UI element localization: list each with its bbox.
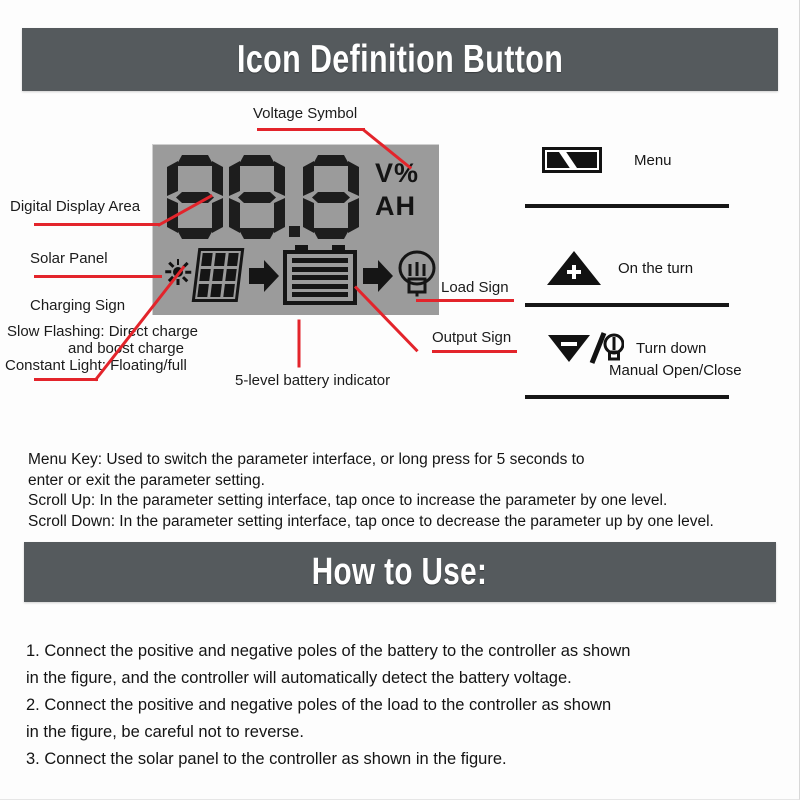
leader-battery: [298, 320, 301, 368]
divider-2: [525, 303, 729, 307]
digit-1: [167, 155, 223, 239]
button-label-menu: Menu: [634, 151, 672, 169]
callout-constant-light: Constant Light: Floating/full: [5, 357, 187, 374]
callout-load-sign: Load Sign: [441, 279, 509, 296]
key-desc-line-2: enter or exit the parameter setting.: [28, 471, 265, 489]
triangle-up-plus-icon[interactable]: [546, 250, 602, 286]
lcd-display-panel: [152, 144, 439, 315]
battery-5-level-icon: [283, 245, 357, 305]
key-desc-line-1: Menu Key: Used to switch the parameter interface, or long press for 5 seconds to: [28, 451, 585, 468]
arrow-right-output-icon: [363, 259, 393, 293]
lcd-icon-row: [161, 241, 437, 309]
callout-slow-flashing-1: Slow Flashing: Direct charge: [7, 323, 198, 340]
leader-display-1: [34, 223, 160, 226]
key-description-block: [28, 450, 773, 532]
callout-digital-display-area: Digital Display Area: [10, 198, 141, 215]
how-to-use-title: How to Use:: [312, 550, 488, 593]
button-row-turn-down[interactable]: [546, 331, 706, 365]
callout-output-sign: Output Sign: [432, 329, 512, 346]
callout-solar-panel: Solar Panel: [30, 250, 108, 267]
callout-slow-flashing-2: and boost charge: [68, 340, 184, 357]
solar-panel-icon: [192, 248, 245, 302]
key-desc-line-4: Scroll Down: In the parameter setting interface, tap once to decrease the parameter up by one level.: [28, 512, 714, 530]
digit-3: [303, 155, 359, 239]
unit-amp-hour: AH: [375, 191, 416, 221]
callout-battery-indicator: 5-level battery indicator: [235, 372, 391, 389]
how-to-use-banner: [24, 542, 776, 602]
leader-charging-1: [34, 378, 98, 381]
button-row-menu[interactable]: [542, 147, 672, 173]
callout-voltage-symbol: Voltage Symbol: [253, 105, 358, 122]
leader-output-1: [432, 350, 517, 353]
how-line-2: in the figure, and the controller will automatically detect the battery voltage.: [26, 669, 572, 687]
leader-voltage-1: [257, 128, 365, 131]
leader-load-1: [416, 299, 514, 302]
how-line-5: 3. Connect the solar panel to the controller as shown in the figure.: [26, 750, 507, 768]
key-desc-line-3: Scroll Up: In the parameter setting interface, tap once to increase the parameter by one level.: [28, 492, 668, 509]
decimal-point: [289, 226, 300, 237]
how-to-use-block: [26, 638, 766, 773]
unit-volt-percent: V%: [375, 158, 420, 188]
arrow-right-charge-icon: [249, 259, 279, 293]
callout-charging-sign: Charging Sign: [30, 297, 126, 314]
light-bulb-icon: [397, 249, 437, 301]
seven-segment-digits: [167, 155, 365, 239]
page-title: Icon Definition Button: [236, 37, 564, 81]
button-row-on-the-turn[interactable]: [546, 250, 693, 286]
menu-battery-icon[interactable]: [542, 147, 602, 173]
divider-3: [525, 395, 729, 399]
button-label-on-the-turn: On the turn: [618, 259, 694, 277]
button-label-manual-open-close: Manual Open/Close: [609, 362, 742, 379]
button-label-turn-down: Turn down: [636, 339, 707, 357]
triangle-down-minus-bulb-icon[interactable]: [546, 331, 624, 365]
divider-1: [525, 204, 729, 208]
how-line-4: in the figure, be careful not to reverse.: [26, 723, 304, 741]
header-banner: [22, 28, 778, 91]
digit-2: [229, 155, 285, 239]
how-line-3: 2. Connect the positive and negative poles of the load to the controller as shown: [26, 696, 612, 714]
how-line-1: 1. Connect the positive and negative poles of the battery to the controller as shown: [26, 642, 631, 660]
leader-solar: [34, 275, 162, 278]
